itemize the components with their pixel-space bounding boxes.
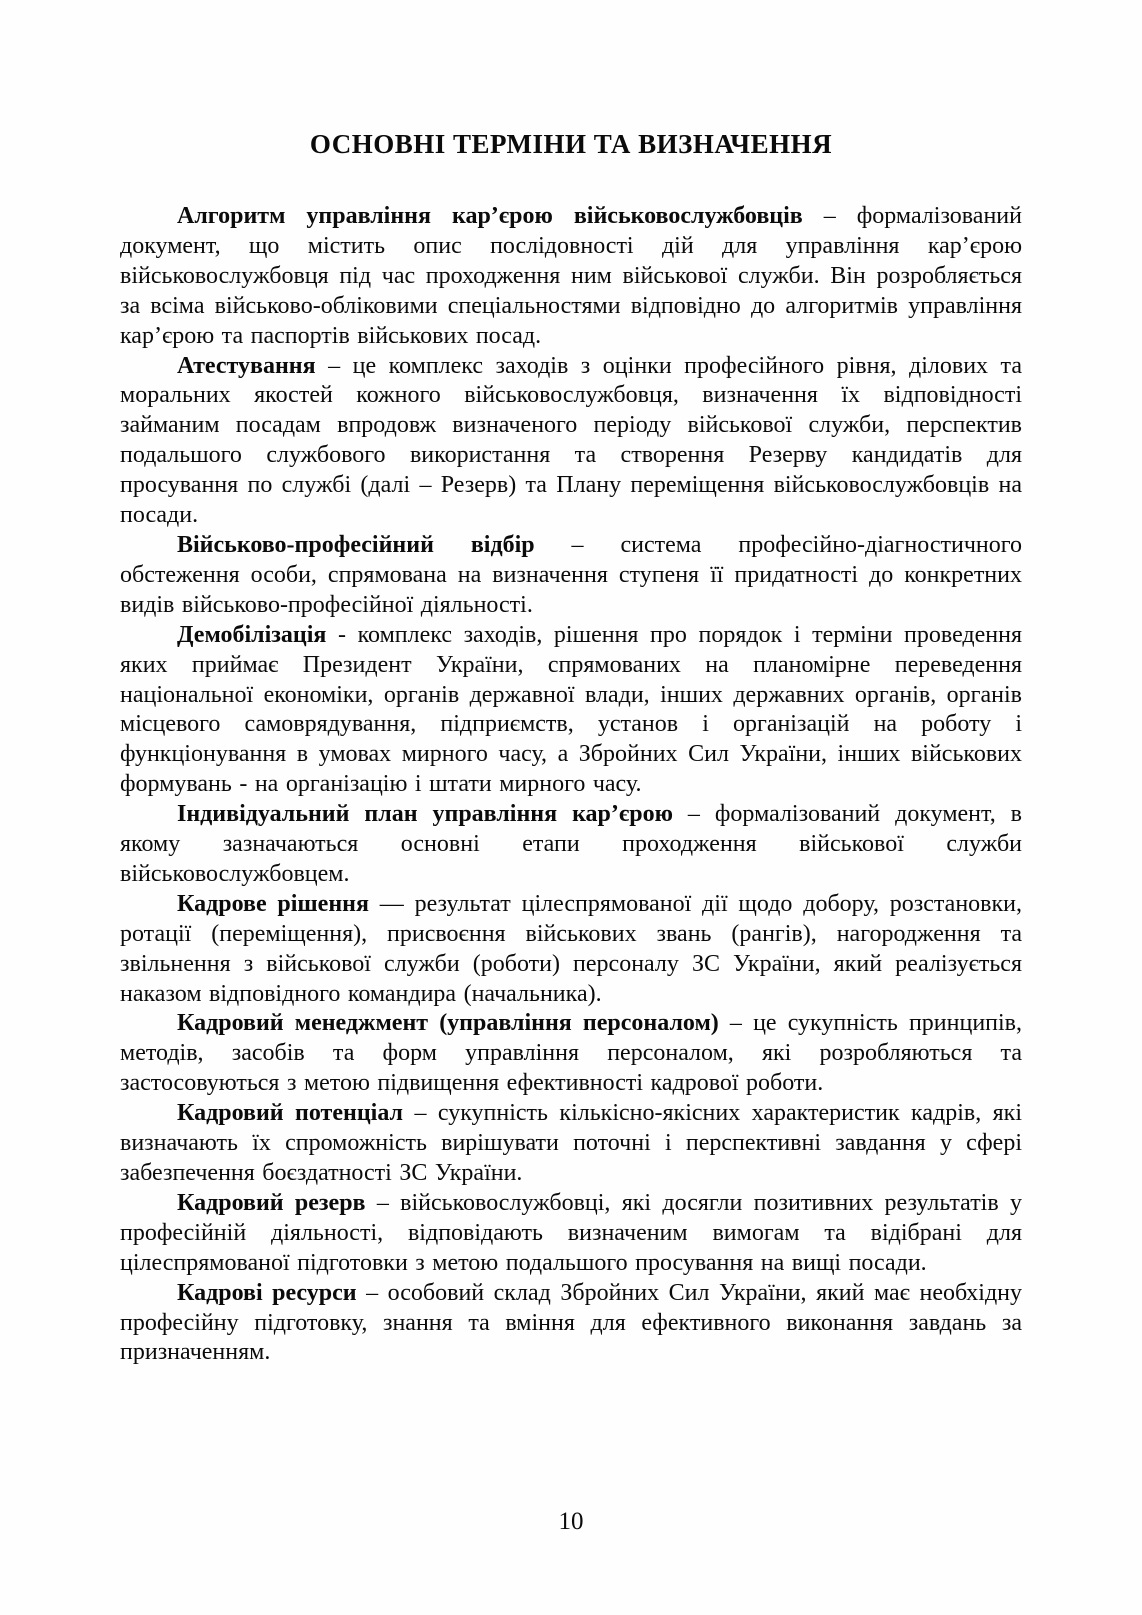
term-name: Демобілізація — [177, 621, 327, 648]
term-definition: – сукупність кількісно-якісних характеристик кадрів, які визначають їх спроможність вирішувати поточні і перспективні завдання у сфері забезпечення боєздатності ЗС України. — [120, 1100, 1023, 1186]
term-paragraph-personnel-management — [120, 1009, 1022, 1099]
term-definition: – формалізований документ, що містить опис послідовності дій для управління кар’єрою військовослужбовця під час проходження ним військової служби. Він розробляється за всіма військово-обліковими спеціальностями відповідно до алгоритмів управління кар’єрою та паспортів військових посад. — [120, 203, 1022, 349]
page-content — [120, 128, 1022, 1368]
term-paragraph-personnel-decision — [120, 890, 1022, 1010]
term-definition: - комплекс заходів, рішення про порядок і терміни проведення яких приймає Президент України, спрямованих на планомірне переведення національної економіки, органів державної влади, інших державних органів, органів місцевого самоврядування, підприємств, установ і організацій на роботу і функціонування в умовах мирного часу, а Збройних Сил України, інших військових формувань - на організацію і штати мирного часу. — [120, 621, 1022, 798]
term-paragraph-military-professional-selection — [120, 531, 1022, 621]
term-name: Кадрове рішення — [177, 890, 369, 917]
term-paragraph-individual-career-plan — [120, 800, 1022, 890]
term-definition: – формалізований документ, в якому зазначаються основні етапи проходження військової служби військовослужбовцем. — [120, 801, 1022, 887]
term-name: Військово-професійний відбір — [177, 531, 535, 558]
page-title: ОСНОВНІ ТЕРМІНИ ТА ВИЗНАЧЕННЯ — [309, 129, 833, 159]
term-definition: – це сукупність принципів, методів, засобів та форм управління персоналом, які розробляються та застосовуються з метою підвищення ефективності кадрової роботи. — [120, 1010, 1023, 1097]
term-name: Кадрові ресурси — [177, 1279, 357, 1306]
term-paragraph-demobilization — [120, 621, 1022, 800]
term-definition: – це комплекс заходів з оцінки професійного рівня, ділових та моральних якостей кожного військовослужбовця, визначення їх відповідності займаним посадам впродовж визначеного періоду військової служби, перспектив подальшого службового використання та створення Резерву кандидатів для просування по службі (далі – Резерв) та Плану переміщення військовослужбовців на посади. — [120, 352, 1022, 529]
term-paragraph-algorithm — [120, 202, 1022, 352]
term-name: Кадровий потенціал — [177, 1100, 403, 1127]
term-paragraph-attestation — [120, 352, 1022, 531]
term-paragraph-personnel-reserve — [120, 1189, 1022, 1279]
term-definition: – особовий склад Збройних Сил України, який має необхідну професійну підготовку, знання та вміння для ефективного виконання завдань за призначенням. — [120, 1279, 1023, 1366]
page-number: 10 — [558, 1508, 584, 1535]
term-name: Кадровий менеджмент (управління персоналом) — [177, 1010, 719, 1037]
term-paragraph-personnel-resources — [120, 1279, 1022, 1369]
term-name: Індивідуальний план управління кар’єрою — [177, 801, 673, 828]
term-name: Атестування — [177, 352, 316, 379]
term-name: Кадровий резерв — [177, 1189, 366, 1216]
term-name: Алгоритм управління кар’єрою військовослужбовців — [177, 203, 803, 229]
term-paragraph-personnel-potential — [120, 1099, 1022, 1189]
term-definition: – військовослужбовці, які досягли позитивних результатів у професійній діяльності, відповідають визначеним вимогам та відібрані для цілеспрямованої підготовки з метою подальшого просування на вищі посади. — [120, 1189, 1022, 1276]
term-definition: – система професійно-діагностичного обстеження особи, спрямована на визначення ступеня її придатності до конкретних видів військово-професійної діяльності. — [120, 531, 1022, 618]
term-definition: — результат цілеспрямованої дії щодо добору, розстановки, ротації (переміщення), присвоєння військових звань (рангів), нагородження та звільнення з військової служби (роботи) персоналу ЗС України, який реалізується наказом відповідного командира (начальника). — [120, 890, 1022, 1007]
